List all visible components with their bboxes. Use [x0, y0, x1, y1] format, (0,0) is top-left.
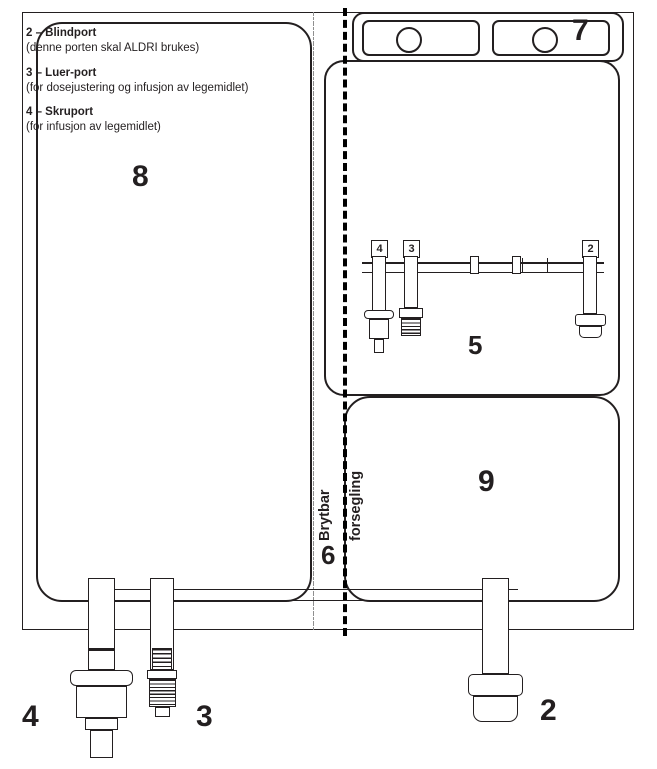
mini-port-3-stem	[404, 256, 418, 308]
mini-manifold-rail	[362, 262, 604, 264]
callout-8: 8	[132, 160, 149, 193]
guide-line-dot	[313, 12, 314, 630]
right-chamber	[344, 396, 620, 602]
info-entry-blindport	[26, 26, 266, 57]
mini-port-2-stem	[583, 256, 597, 314]
mini-port-4-body	[369, 319, 389, 339]
mini-port-4-flange	[364, 310, 394, 319]
mini-port-4-tip	[374, 339, 384, 353]
breakable-seal-line	[343, 8, 347, 636]
port-4-stem	[88, 578, 115, 658]
mini-port-4-stem	[372, 256, 386, 318]
callout-7: 7	[572, 14, 589, 47]
callout-5: 5	[468, 330, 483, 360]
port-3-tip	[155, 707, 170, 717]
mini-port-2-cap	[579, 326, 602, 338]
mini-manifold-tick	[512, 256, 521, 274]
port-3-threads	[152, 648, 172, 670]
mini-port-3-collar	[399, 308, 423, 318]
info-entry-heading: 4 – Skruport	[26, 106, 94, 119]
port-2-flange	[468, 674, 523, 696]
port-3-collar	[147, 670, 177, 679]
info-entry-heading: 3 – Luer-port	[26, 66, 97, 79]
port-2-stem	[482, 578, 509, 674]
port-4-body	[76, 686, 127, 718]
callout-6: 6	[321, 540, 336, 570]
callout-4: 4	[22, 700, 39, 733]
callout-9: 9	[478, 465, 495, 498]
info-entry-description: (denne porten skal ALDRI brukes)	[26, 42, 200, 55]
hanger-cell-right	[492, 20, 610, 56]
info-entry-luerport	[26, 66, 266, 97]
info-entry-skruport	[26, 105, 266, 136]
mini-manifold-segment	[522, 258, 548, 273]
port-tag-4: 4	[371, 240, 388, 258]
port-3-cap	[149, 679, 176, 707]
port-4-neck	[88, 650, 115, 670]
mini-port-2-flange	[575, 314, 606, 326]
seal-label-line1: Brytbar	[317, 489, 333, 541]
callout-2: 2	[540, 694, 557, 727]
mini-port-3-cap	[401, 318, 421, 336]
port-4-flange	[70, 670, 133, 686]
port-tag-3: 3	[403, 240, 420, 258]
info-entry-description: (for infusjon av legemidlet)	[26, 121, 161, 134]
info-entry-heading: 2 – Blindport	[26, 27, 97, 39]
port-4-tip	[90, 730, 113, 758]
mini-manifold-tick	[470, 256, 479, 274]
port-4-shoulder	[85, 718, 118, 730]
mini-manifold-rail-inner	[362, 272, 604, 273]
port-2-cap	[473, 696, 518, 722]
port-tag-2: 2	[582, 240, 599, 258]
hanger-hole-icon	[396, 27, 422, 53]
hanger-cell-left	[362, 20, 480, 56]
hanger-hole-icon	[532, 27, 558, 53]
seal-label-line2: forsegling	[348, 470, 364, 541]
port-info-text	[26, 26, 266, 145]
callout-3: 3	[196, 700, 213, 733]
info-entry-description: (for dosejustering og infusjon av legemidlet)	[26, 81, 249, 94]
